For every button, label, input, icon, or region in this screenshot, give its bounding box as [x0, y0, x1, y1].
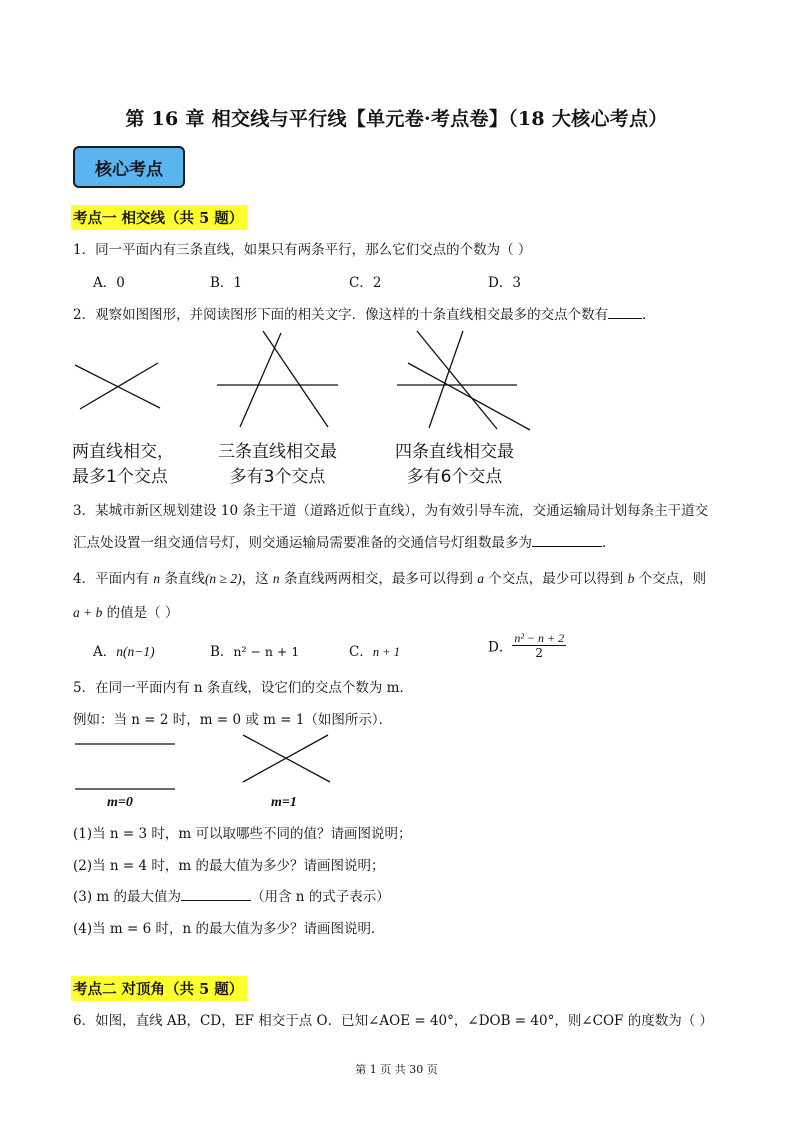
question-2-stem — [73, 303, 656, 323]
q4-text-c: ，这 — [241, 571, 269, 587]
intersecting-lines-figure — [243, 735, 330, 782]
q4-var-n-2: n — [272, 571, 280, 586]
q4-option-a-letter: A． — [93, 644, 117, 660]
page-title: 第 16 章 相交线与平行线【单元卷·考点卷】（18 大核心考点） — [125, 108, 668, 130]
q2-figures — [60, 325, 560, 440]
q5-sub3-text-b: （用含 n 的式子表示） — [251, 889, 390, 905]
q4-text-f: 个交点，则 — [638, 571, 707, 587]
q4-var-n: n — [153, 571, 161, 586]
label-m1: m=1 — [271, 795, 297, 810]
q4-option-a-expr: n(n−1) — [116, 644, 155, 659]
q3-answer-blank — [532, 532, 602, 547]
three-lines-figure — [217, 331, 338, 427]
q4-option-a — [93, 640, 155, 660]
q4-option-c-expr: n + 1 — [372, 645, 401, 659]
q4-option-b — [210, 640, 299, 660]
caption-four-lines-line1: 四条直线相交最 — [395, 442, 514, 462]
q4-var-b: b — [627, 571, 635, 586]
q4-option-b-letter: B． — [210, 644, 234, 660]
q4-text-d: 条直线两两相交，最多可以得到 — [283, 571, 473, 587]
q5-sub4: (4)当 m = 6 时，n 的最大值为多少？请画图说明． — [73, 921, 385, 937]
q3-line2-text: 汇点处设置一组交通信号灯，则交通运输局需要准备的交通信号灯组数最多为 — [73, 535, 532, 551]
core-points-badge: 核心考点 — [73, 146, 185, 188]
caption-three-lines-line2: 多有3个交点 — [229, 467, 326, 487]
question-1-stem: 1．同一平面内有三条直线，如果只有两条平行，那么它们交点的个数为（ ） — [73, 242, 532, 258]
question-5-line2: 例如：当 n = 2 时，m = 0 或 m = 1（如图所示）． — [73, 712, 393, 728]
question-3-line2 — [73, 531, 616, 551]
caption-two-lines-line2: 最多1个交点 — [72, 467, 168, 487]
q5-sub3-text-a: (3) m 的最大值为 — [73, 889, 182, 905]
q4-text-a: 4．平面内有 — [73, 571, 150, 587]
q5-sub3 — [73, 885, 390, 905]
q4-var-a: a — [477, 571, 484, 586]
q1-option-a: A．0 — [93, 275, 125, 291]
q1-option-c: C．2 — [349, 275, 382, 291]
q4-option-c-letter: C． — [349, 644, 373, 660]
q4-option-d-fraction — [512, 631, 566, 660]
q4-option-c — [349, 640, 400, 660]
q4-option-b-expr: n² − n + 1 — [233, 644, 300, 659]
two-lines-figure — [75, 363, 160, 409]
q3-line2-end: ． — [602, 535, 616, 551]
q2-stem-text: 2．观察如图图形，并阅读图形下面的相关文字．像这样的十条直线相交最多的交点个数有 — [73, 307, 609, 323]
q4-condition: (n ≥ 2) — [204, 571, 242, 586]
q4-expr-a-plus-b: a + b — [73, 605, 103, 620]
q4-option-d-numerator: n² − n + 2 — [514, 631, 565, 645]
parallel-lines-figure — [75, 744, 175, 789]
q5-sub1: (1)当 n = 3 时，m 可以取哪些不同的值？请画图说明； — [73, 826, 412, 842]
q4-option-d-denominator: 2 — [535, 646, 544, 660]
caption-two-lines-line1: 两直线相交， — [72, 442, 174, 462]
q5-sub3-blank — [181, 886, 251, 901]
q2-answer-blank — [608, 304, 642, 319]
q4-line2-rest: 的值是（ ） — [106, 605, 179, 621]
q4-option-d — [488, 631, 566, 660]
question-4-line1 — [73, 567, 706, 587]
q4-option-d-letter: D． — [488, 639, 513, 656]
q1-option-b: B．1 — [210, 275, 243, 291]
question-4-line2 — [73, 601, 178, 621]
section-heading-1: 考点一 相交线（共 5 题） — [71, 205, 247, 230]
label-m0: m=0 — [107, 795, 133, 810]
q1-option-d: D．3 — [488, 275, 521, 291]
question-5-line1: 5．在同一平面内有 n 条直线，设它们的交点个数为 m． — [73, 680, 413, 696]
caption-four-lines-line2: 多有6个交点 — [406, 467, 503, 487]
q5-figures — [60, 730, 360, 800]
question-6-stem: 6．如图，直线 AB，CD，EF 相交于点 O．已知∠AOE = 40°，∠DOB = 40°，则∠COF 的度数为（ ） — [73, 1013, 713, 1029]
q4-text-b: 条直线 — [164, 571, 205, 587]
page-footer: 第 1 页 共 30 页 — [355, 1063, 438, 1076]
question-3-line1: 3．某城市新区规划建设 10 条主干道（道路近似于直线），为有效引导车流，交通运输局计划每条主干道交 — [73, 503, 709, 519]
caption-four-lines — [395, 440, 514, 490]
caption-three-lines-line1: 三条直线相交最 — [218, 442, 337, 462]
q4-text-e: 个交点，最少可以得到 — [488, 571, 624, 587]
caption-two-lines — [72, 440, 174, 490]
q5-sub2: (2)当 n = 4 时，m 的最大值为多少？请画图说明； — [73, 858, 385, 874]
section-heading-2: 考点二 对顶角（共 5 题） — [71, 976, 247, 1001]
q2-stem-end: ． — [642, 307, 656, 323]
caption-three-lines — [218, 440, 337, 490]
four-lines-figure — [397, 331, 530, 430]
